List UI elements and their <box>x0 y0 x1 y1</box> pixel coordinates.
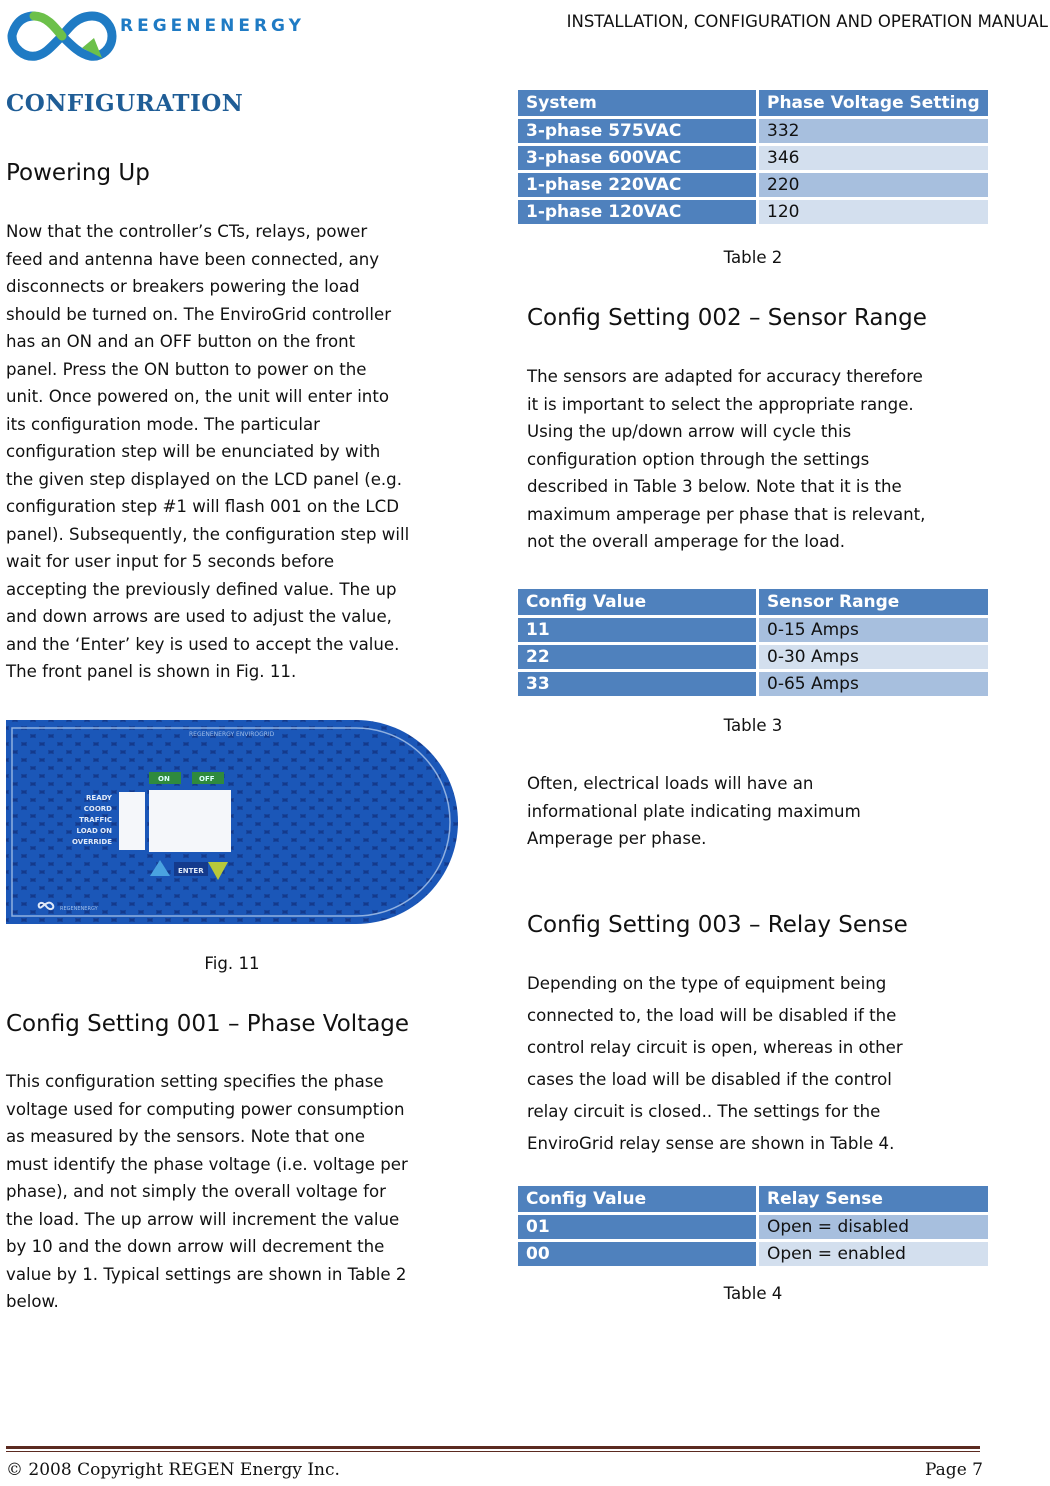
table-cell: 0-15 Amps <box>759 618 988 642</box>
phase-voltage-text: This configuration setting specifies the phase voltage used for computing power consumption as measured by the sensors. Note that one must identify the phase voltage (i.e. voltage per phase), and not simply the overall voltage for the load. The up arrow will increment the value by 10 and the down arrow will decrement the value by 1. Typical settings are shown in Table 2 below. <box>6 1072 408 1311</box>
figure-caption: Fig. 11 <box>204 954 260 973</box>
table-row <box>518 645 988 669</box>
table-cell: 33 <box>518 672 756 696</box>
phase-voltage-title: Config Setting 001 – Phase Voltage <box>6 1011 410 1037</box>
table-cell: 220 <box>759 173 988 197</box>
lcd-display <box>149 790 231 852</box>
table-row <box>518 1242 988 1266</box>
table-row <box>518 1215 988 1239</box>
table-header-cell: Phase Voltage Setting <box>759 90 988 116</box>
table-header-cell: Relay Sense <box>759 1186 988 1212</box>
table-cell: 11 <box>518 618 756 642</box>
table-header-cell: Config Value <box>518 589 756 615</box>
table-cell: 1-phase 120VAC <box>518 200 756 224</box>
status-label-ready: READY <box>86 794 112 802</box>
table-header-cell: Config Value <box>518 1186 756 1212</box>
status-label-coord: COORD <box>83 805 112 813</box>
table-header-cell: System <box>518 90 756 116</box>
off-label: OFF <box>199 775 215 783</box>
section-heading: CONFIGURATION <box>6 90 244 117</box>
table-cell: 120 <box>759 200 988 224</box>
powering-up-title: Powering Up <box>6 160 150 186</box>
table-cell: Open = disabled <box>759 1215 988 1239</box>
table-cell: 0-30 Amps <box>759 645 988 669</box>
manual-title: INSTALLATION, CONFIGURATION AND OPERATION MANUAL <box>566 12 1048 31</box>
table-header-row <box>518 90 988 116</box>
table-cell: 0-65 Amps <box>759 672 988 696</box>
status-label-override: OVERRIDE <box>72 838 112 846</box>
page-number: Page 7 <box>925 1460 983 1480</box>
relay-sense-text: Depending on the type of equipment being connected to, the load will be disabled if the control relay circuit is open, whereas in other cases the load will be disabled if the control relay circuit is closed.. The settings for the EnviroGrid relay sense are shown in Table 4. <box>527 974 903 1153</box>
table-cell: 00 <box>518 1242 756 1266</box>
table-row <box>518 618 988 642</box>
powering-up-text: Now that the controller’s CTs, relays, power feed and antenna have been connected, any disconnects or breakers powering the load should be turned on. The EnviroGrid controller has an ON and an OFF button on the front panel. Press the ON button to power on the unit. Once powered on, the unit will enter into its configuration mode. The particular configuration step will be enunciated by with the given step displayed on the LCD panel (e.g. configuration step #1 will flash 001 on the LCD panel). Subsequently, the configuration step will wait for user input for 5 seconds before accepting the previously defined value. The up and down arrows are used to adjust the value, and the ‘Enter’ key is used to accept the value. The front panel is shown in Fig. 11. <box>6 222 410 681</box>
footer-rule-thin <box>6 1451 980 1452</box>
table-2 <box>515 87 991 227</box>
footer-rule <box>6 1446 980 1449</box>
table-2-caption: Table 2 <box>723 248 783 267</box>
table-row <box>518 672 988 696</box>
panel-title: REGENENERGY ENVIROGRID <box>189 731 275 738</box>
status-label-traffic: TRAFFIC <box>79 816 112 824</box>
table-cell: 22 <box>518 645 756 669</box>
front-panel-figure <box>6 720 458 924</box>
table-cell: 3-phase 575VAC <box>518 119 756 143</box>
table-header-cell: Sensor Range <box>759 589 988 615</box>
table-cell: 01 <box>518 1215 756 1239</box>
infinity-logo-icon <box>6 4 118 64</box>
table-row <box>518 119 988 143</box>
table-header-row <box>518 1186 988 1212</box>
table-cell: 332 <box>759 119 988 143</box>
table-cell: 1-phase 220VAC <box>518 173 756 197</box>
table-header-row <box>518 589 988 615</box>
table-3-caption: Table 3 <box>723 716 783 735</box>
table-3 <box>515 586 991 699</box>
table-cell: 346 <box>759 146 988 170</box>
sensor-range-title: Config Setting 002 – Sensor Range <box>527 305 927 331</box>
table-4-caption: Table 4 <box>723 1284 783 1303</box>
table-row <box>518 146 988 170</box>
copyright-text: © 2008 Copyright REGEN Energy Inc. <box>6 1460 340 1480</box>
status-label-load-on: LOAD ON <box>76 827 112 835</box>
table-row <box>518 173 988 197</box>
enter-label: ENTER <box>178 867 204 875</box>
panel-brand: REGENENERGY <box>60 906 98 912</box>
table-row <box>518 200 988 224</box>
table-cell: Open = enabled <box>759 1242 988 1266</box>
on-label: ON <box>158 775 170 783</box>
table-4 <box>515 1183 991 1269</box>
often-text: Often, electrical loads will have an informational plate indicating maximum Amperage per phase. <box>527 774 861 848</box>
brand-name: REGENENERGY <box>120 16 305 36</box>
table-cell: 3-phase 600VAC <box>518 146 756 170</box>
status-lights-window <box>119 792 145 850</box>
relay-sense-title: Config Setting 003 – Relay Sense <box>527 912 908 938</box>
sensor-range-text: The sensors are adapted for accuracy therefore it is important to select the appropriate range. Using the up/down arrow will cycle this configuration option through the settings described in Table 3 below. Note that it is the maximum amperage per phase that is relevant, not the overall amperage for the load. <box>527 367 926 551</box>
